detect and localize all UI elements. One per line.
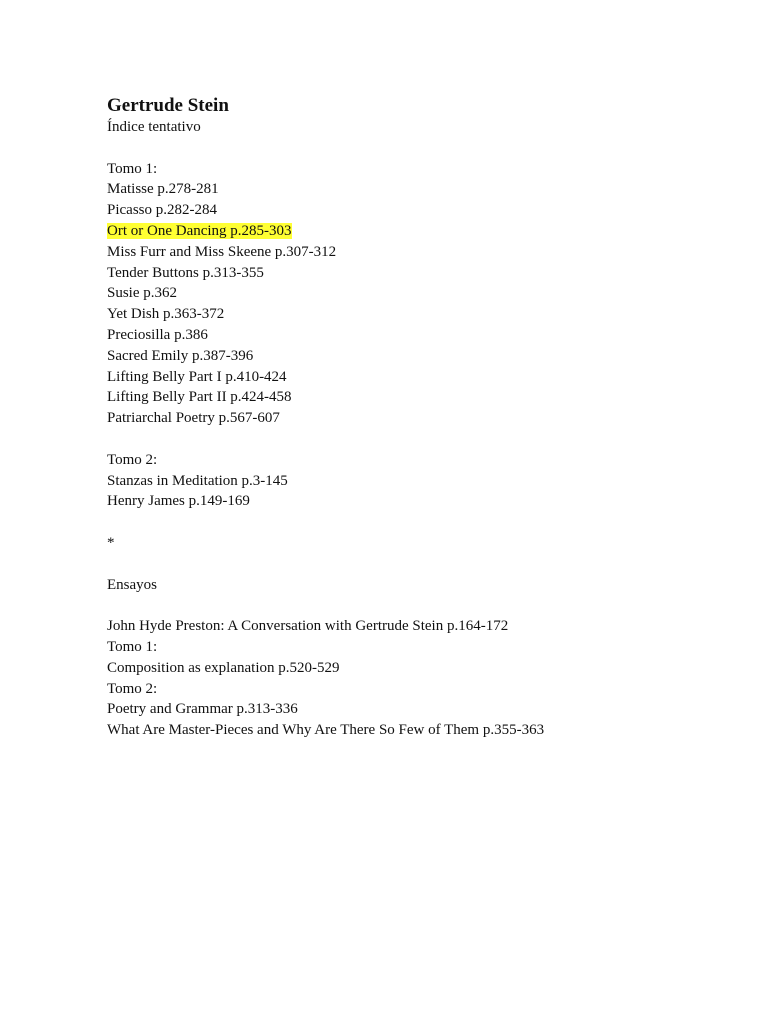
list-item: Matisse p.278-281: [107, 181, 219, 198]
document-subtitle: Índice tentativo: [107, 119, 201, 135]
document-page: [107, 95, 727, 741]
blank-line: [107, 512, 727, 533]
list-item: Yet Dish p.363-372: [107, 306, 225, 323]
list-item: Lifting Belly Part II p.424-458: [107, 389, 292, 406]
ensayos-tomo1-heading: Tomo 1:: [107, 638, 158, 655]
list-item: Sacred Emily p.387-396: [107, 347, 254, 364]
list-item: Stanzas in Meditation p.3-145: [107, 472, 288, 489]
tomo1-heading: Tomo 1:: [107, 160, 158, 177]
list-item: Patriarchal Poetry p.567-607: [107, 410, 280, 427]
blank-line: [107, 595, 727, 616]
ensayos-heading: Ensayos: [107, 576, 157, 593]
list-item: What Are Master-Pieces and Why Are There So Few of Them p.355-363: [107, 722, 545, 739]
blank-line: [107, 429, 727, 450]
list-item: Susie p.362: [107, 285, 178, 302]
list-item: Miss Furr and Miss Skeene p.307-312: [107, 243, 337, 260]
tomo2-heading: Tomo 2:: [107, 451, 158, 468]
list-item-highlighted: [107, 221, 727, 242]
ensayos-tomo2-heading: Tomo 2:: [107, 680, 158, 697]
list-item: John Hyde Preston: A Conversation with Gertrude Stein p.164-172: [107, 618, 509, 635]
highlighted-text: Ort or One Dancing p.285-303: [107, 222, 292, 239]
list-item: Lifting Belly Part I p.410-424: [107, 368, 287, 385]
list-item: Tender Buttons p.313-355: [107, 264, 264, 281]
section-separator: *: [107, 534, 115, 551]
list-item: Composition as explanation p.520-529: [107, 659, 340, 676]
list-item: Preciosilla p.386: [107, 326, 208, 343]
blank-line: [107, 138, 727, 159]
list-item: Poetry and Grammar p.313-336: [107, 701, 298, 718]
list-item: Picasso p.282-284: [107, 202, 217, 219]
document-title: Gertrude Stein: [107, 95, 229, 116]
list-item: Henry James p.149-169: [107, 493, 250, 510]
blank-line: [107, 554, 727, 575]
